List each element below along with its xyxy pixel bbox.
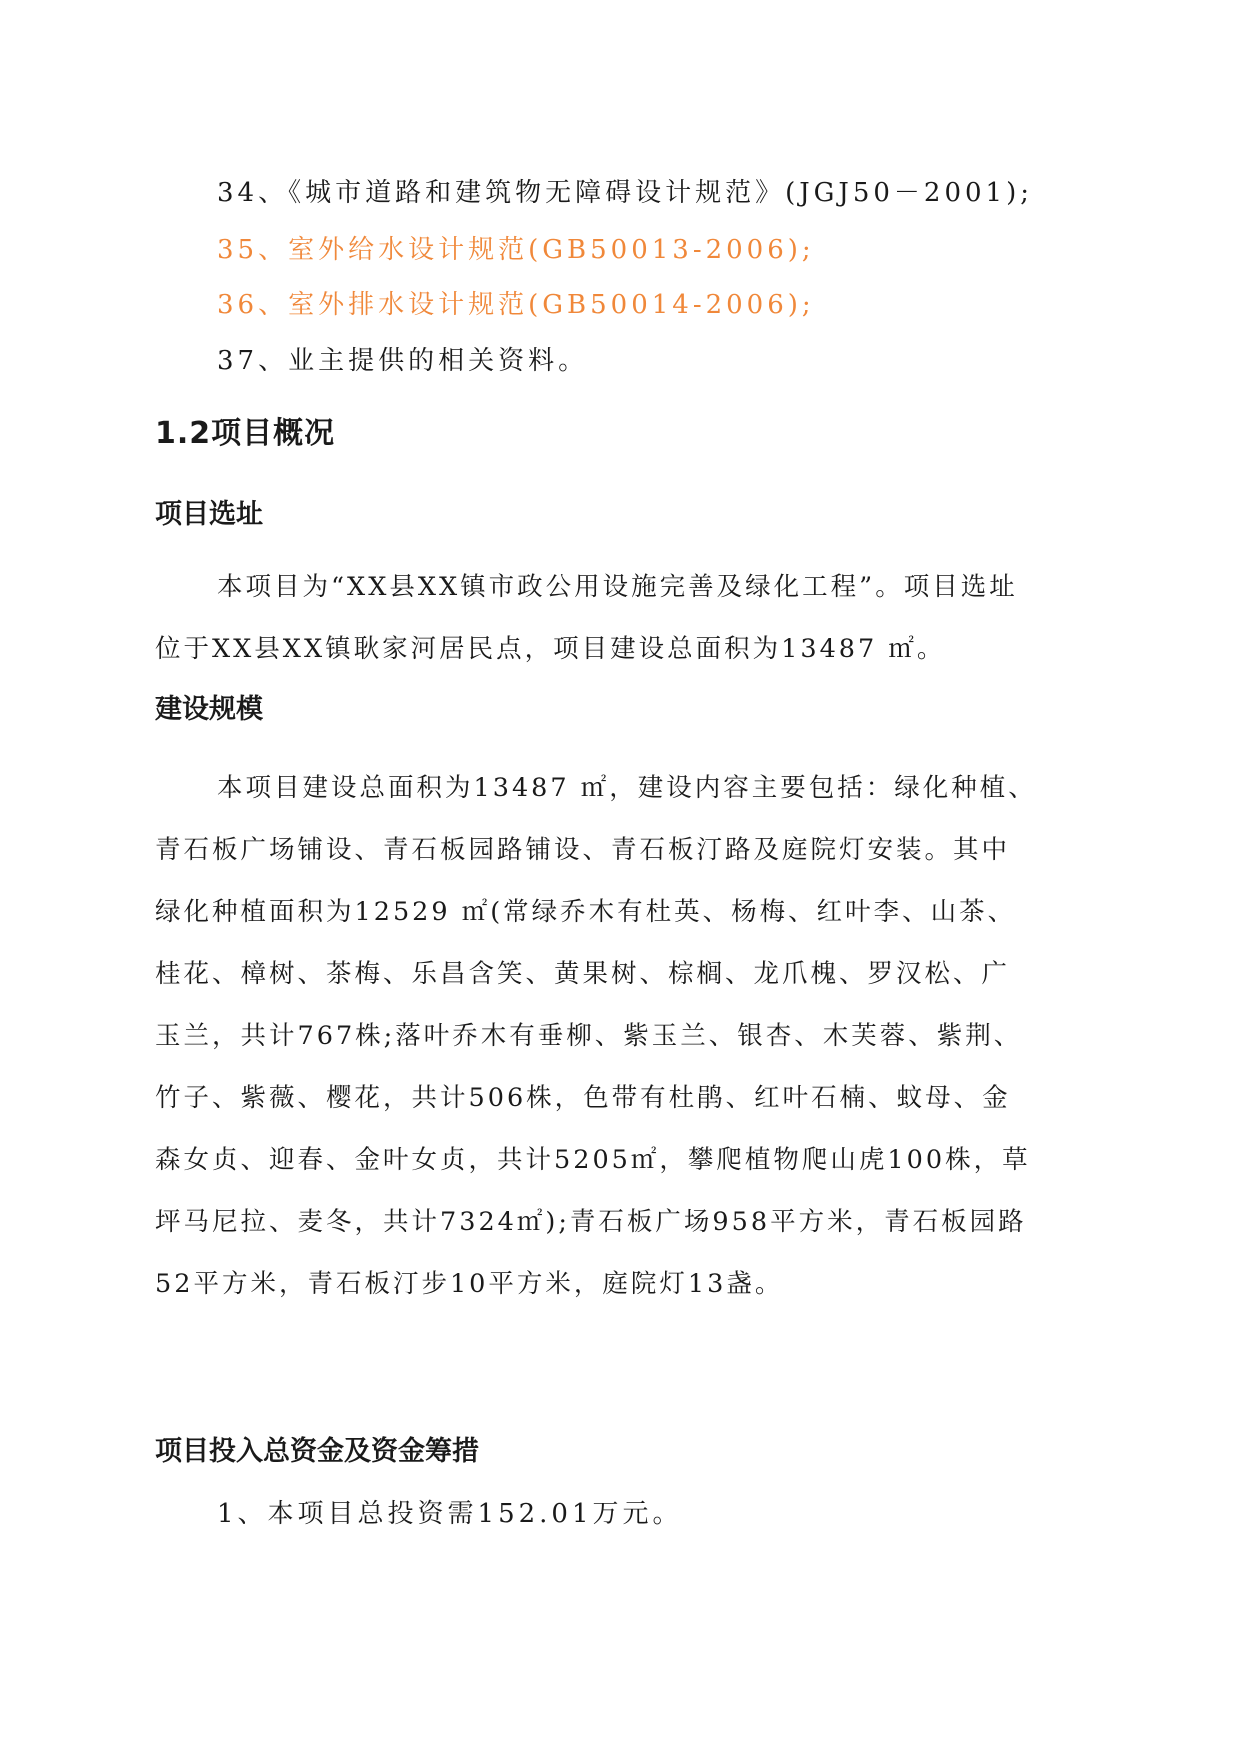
scale-paragraph xyxy=(155,757,1085,1315)
paragraph-line: 绿化种植面积为12529 ㎡(常绿乔木有杜英、杨梅、红叶李、山茶、 xyxy=(155,897,1017,927)
reference-item-37: 37、业主提供的相关资料。 xyxy=(217,346,589,376)
paragraph-line: 位于XX县XX镇耿家河居民点，项目建设总面积为13487 ㎡。 xyxy=(155,634,946,664)
paragraph-line: 坪马尼拉、麦冬，共计7324㎡);青石板广场958平方米，青石板园路 xyxy=(155,1207,1027,1237)
site-paragraph xyxy=(155,556,1085,680)
paragraph-line: 本项目为“XX县XX镇市政公用设施完善及绿化工程”。项目选址 xyxy=(217,572,1018,602)
scale-heading: 建设规模 xyxy=(155,694,263,725)
paragraph-line: 森女贞、迎春、金叶女贞，共计5205㎡，攀爬植物爬山虎100株，草 xyxy=(155,1145,1031,1175)
paragraph-line: 52平方米，青石板汀步10平方米，庭院灯13盏。 xyxy=(155,1269,784,1299)
section-title: 1.2项目概况 xyxy=(155,416,336,451)
paragraph-line: 桂花、樟树、茶梅、乐昌含笑、黄果树、棕榈、龙爪槐、罗汉松、广 xyxy=(155,959,1011,989)
investment-heading: 项目投入总资金及资金筹措 xyxy=(155,1436,479,1467)
paragraph-line: 青石板广场铺设、青石板园路铺设、青石板汀路及庭院灯安装。其中 xyxy=(155,835,1011,865)
investment-item-1: 1、本项目总投资需152.01万元。 xyxy=(217,1499,683,1529)
paragraph-line: 竹子、紫薇、樱花，共计506株，色带有杜鹃、红叶石楠、蚊母、金 xyxy=(155,1083,1011,1113)
reference-item-36: 36、室外排水设计规范(GB50014-2006); xyxy=(217,290,815,320)
site-heading: 项目选址 xyxy=(155,499,263,530)
paragraph-line: 本项目建设总面积为13487 ㎡，建设内容主要包括：绿化种植、 xyxy=(217,773,1037,803)
paragraph-line: 玉兰，共计767株;落叶乔木有垂柳、紫玉兰、银杏、木芙蓉、紫荆、 xyxy=(155,1021,1023,1051)
reference-item-34: 34、《城市道路和建筑物无障碍设计规范》(JGJ50－2001); xyxy=(217,178,1033,208)
reference-item-35: 35、室外给水设计规范(GB50013-2006); xyxy=(217,235,815,265)
